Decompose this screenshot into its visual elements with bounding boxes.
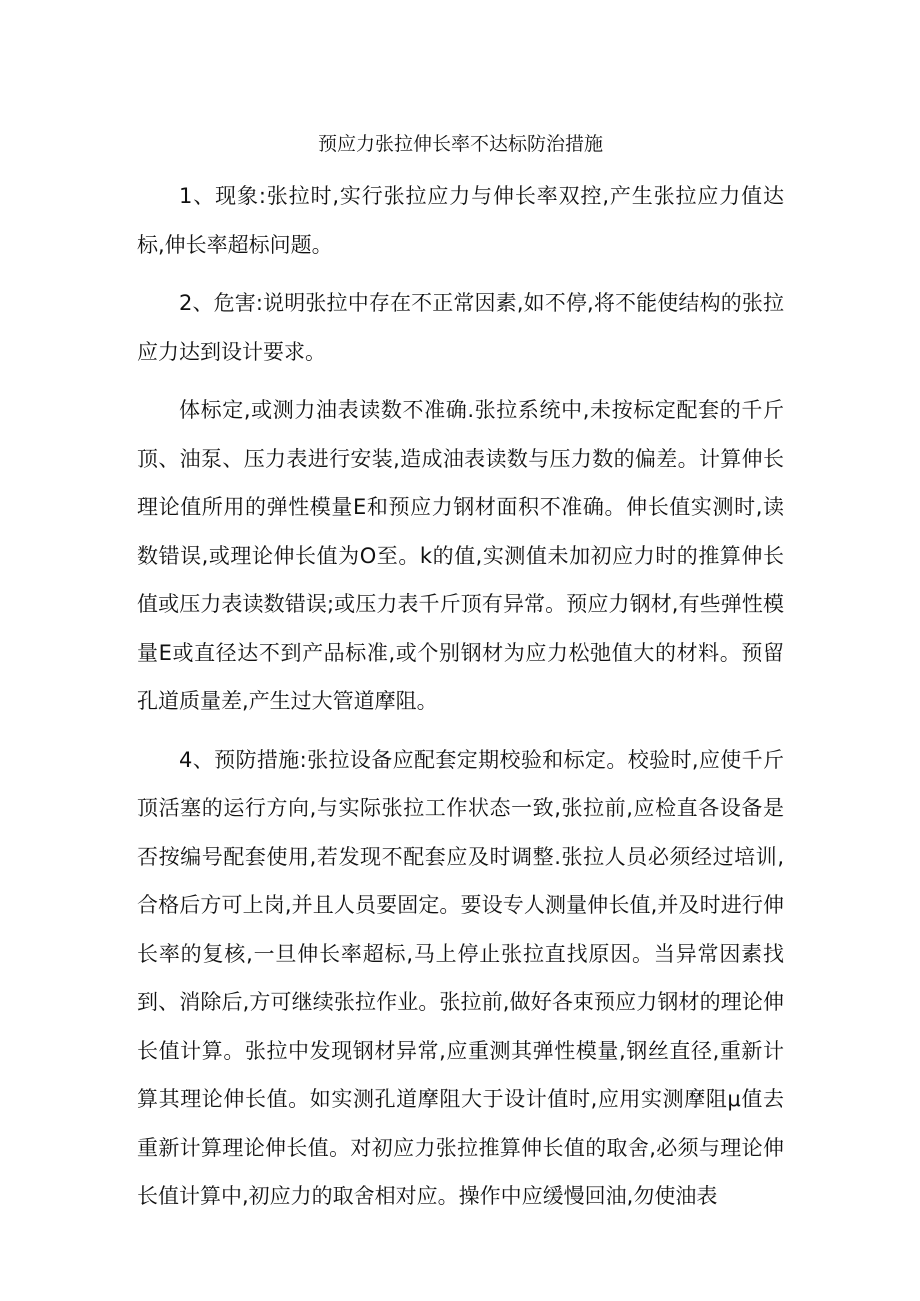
paragraph-hazard: 2、危害:说明张拉中存在不正常因素,如不停,将不能使结构的张拉应力达到设计要求。 [137, 291, 784, 364]
document-title: 预应力张拉伸长率不达标防治措施 [317, 133, 603, 155]
paragraph-causes: 体标定,或测力油表读数不准确.张拉系统中,未按标定配套的千斤顶、油泵、压力表进行安装,造成油表读数与压力数的偏差。计算伸长理论值所用的弹性模量E和预应力钢材面积不准确。伸长值实测时,读数错误,或理论伸长值为O至。k的值,实测值未加初应力时的推算伸长值或压力表读数错误;或压力表千斤顶有异常。预应力钢材,有些弹性模量E或直径达不到产品标准,或个别钢材为应力松弛值大的材料。预留孔道质量差,产生过大管道摩阻。 [137, 398, 784, 713]
paragraph-phenomenon: 1、现象:张拉时,实行张拉应力与伸长率双控,产生张拉应力值达标,伸长率超标问题。 [137, 184, 784, 257]
paragraph-prevention: 4、预防措施:张拉设备应配套定期校验和标定。校验时,应使千斤顶活塞的运行方向,与实际张拉工作状态一致,张拉前,应检直各设备是否按编号配套使用,若发现不配套应及时调整.张拉人员必须经过培训,合格后方可上岗,并且人员要固定。要设专人测量伸长值,并及时进行伸长率的复核,一旦伸长率超标,马上停止张拉直找原因。当异常因素找到、消除后,方可继续张拉作业。张拉前,做好各束预应力钢材的理论伸长值计算。张拉中发现钢材异常,应重测其弹性模量,钢丝直径,重新计算其理论伸长值。如实测孔道摩阻大于设计值时,应用实测摩阻μ值去重新计算理论伸长值。对初应力张拉推算伸长值的取舍,必须与理论伸长值计算中,初应力的取舍相对应。操作中应缓慢回油,勿使油表 [137, 747, 784, 1208]
